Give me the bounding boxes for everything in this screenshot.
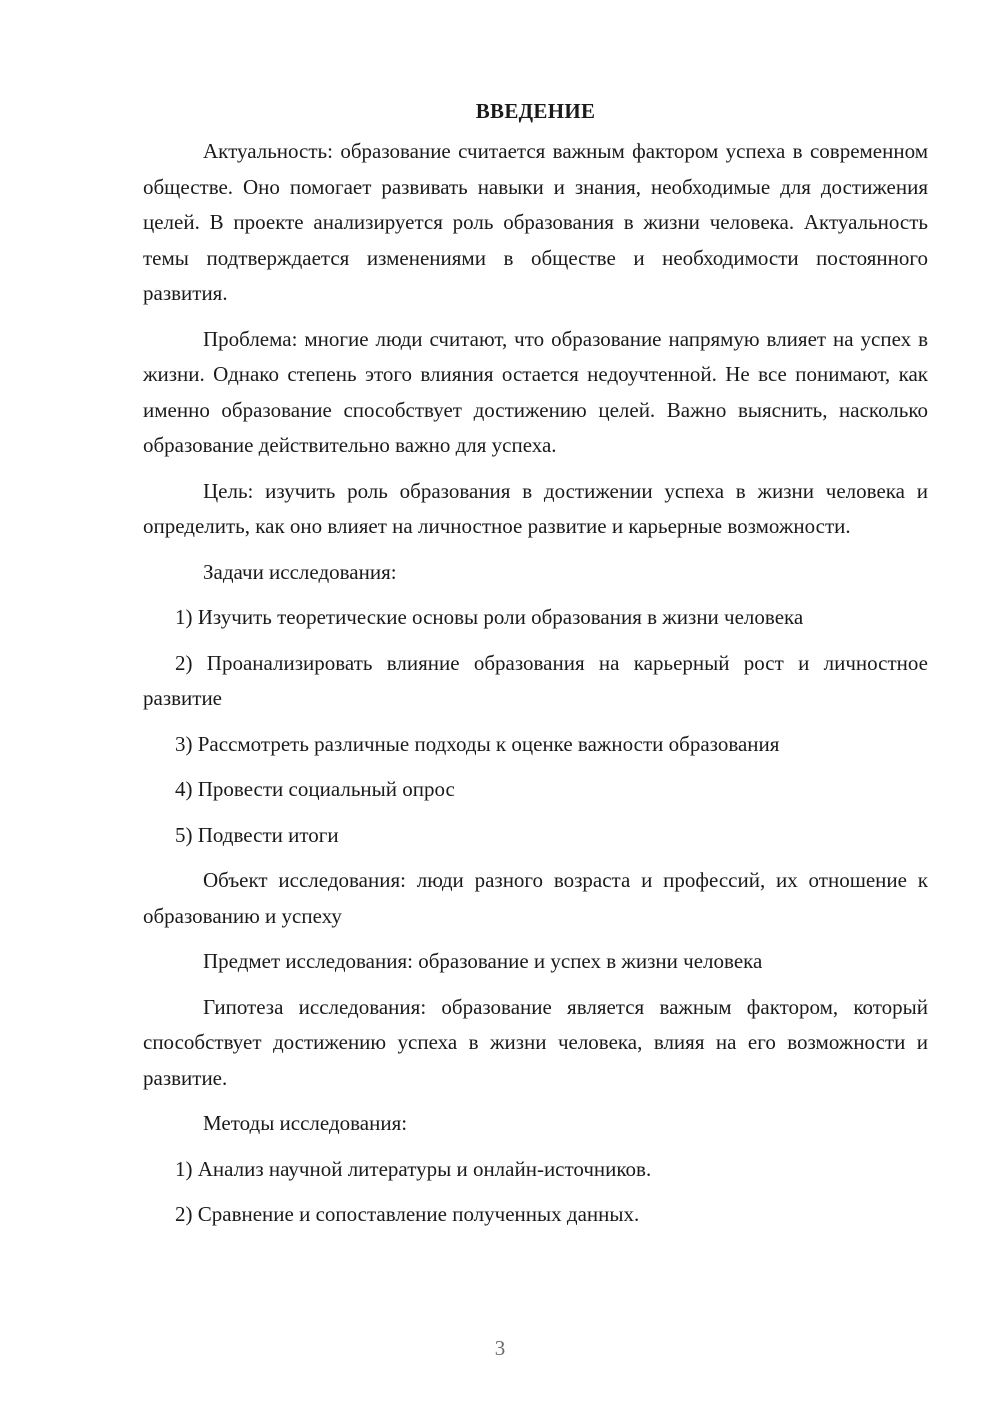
method-item: 2) Сравнение и сопоставление полученных данных.: [175, 1202, 640, 1226]
task-item: 1) Изучить теоретические основы роли образования в жизни человека: [175, 605, 804, 629]
method-item: 1) Анализ научной литературы и онлайн-источников.: [175, 1156, 652, 1181]
document-page: [143, 96, 928, 1241]
methods-heading: Методы исследования:: [203, 1111, 408, 1135]
task-item: 5) Подвести итоги: [175, 822, 339, 847]
problem-paragraph: Проблема: многие люди считают, что образование напрямую влияет на успех в жизни. Однако степень этого влияния остается недоучтенной. Не все понимают, как именно образование способствует достижению целей. Важно выяснить, насколько образование действительно важно для успеха.: [143, 326, 928, 457]
task-item: 3) Рассмотреть различные подходы к оценке важности образования: [175, 731, 780, 756]
relevance-paragraph: Актуальность: образование считается важным фактором успеха в современном обществе. Оно помогает развивать навыки и знания, необходимые для достижения целей. В проекте анализируется роль образования в жизни человека. Актуальность темы подтверждается изменениями в обществе и необходимости постоянного развития.: [143, 139, 928, 305]
goal-paragraph: Цель: изучить роль образования в достижении успеха в жизни человека и определить, как оно влияет на личностное развитие и карьерные возможности.: [143, 478, 928, 538]
hypothesis-paragraph: Гипотеза исследования: образование является важным фактором, который способствует достижению успеха в жизни человека, влияя на его возможности и развитие.: [143, 994, 928, 1090]
task-item: 2) Проанализировать влияние образования на карьерный рост и личностное развитие: [143, 650, 928, 710]
subject-paragraph: Предмет исследования: образование и успех в жизни человека: [203, 949, 763, 973]
section-title: ВВЕДЕНИЕ: [475, 99, 596, 123]
page-number: 3: [494, 1336, 506, 1360]
task-item: 4) Провести социальный опрос: [175, 777, 455, 801]
object-paragraph: Объект исследования: люди разного возраста и профессий, их отношение к образованию и успеху: [143, 868, 928, 928]
tasks-heading: Задачи исследования:: [203, 559, 397, 584]
